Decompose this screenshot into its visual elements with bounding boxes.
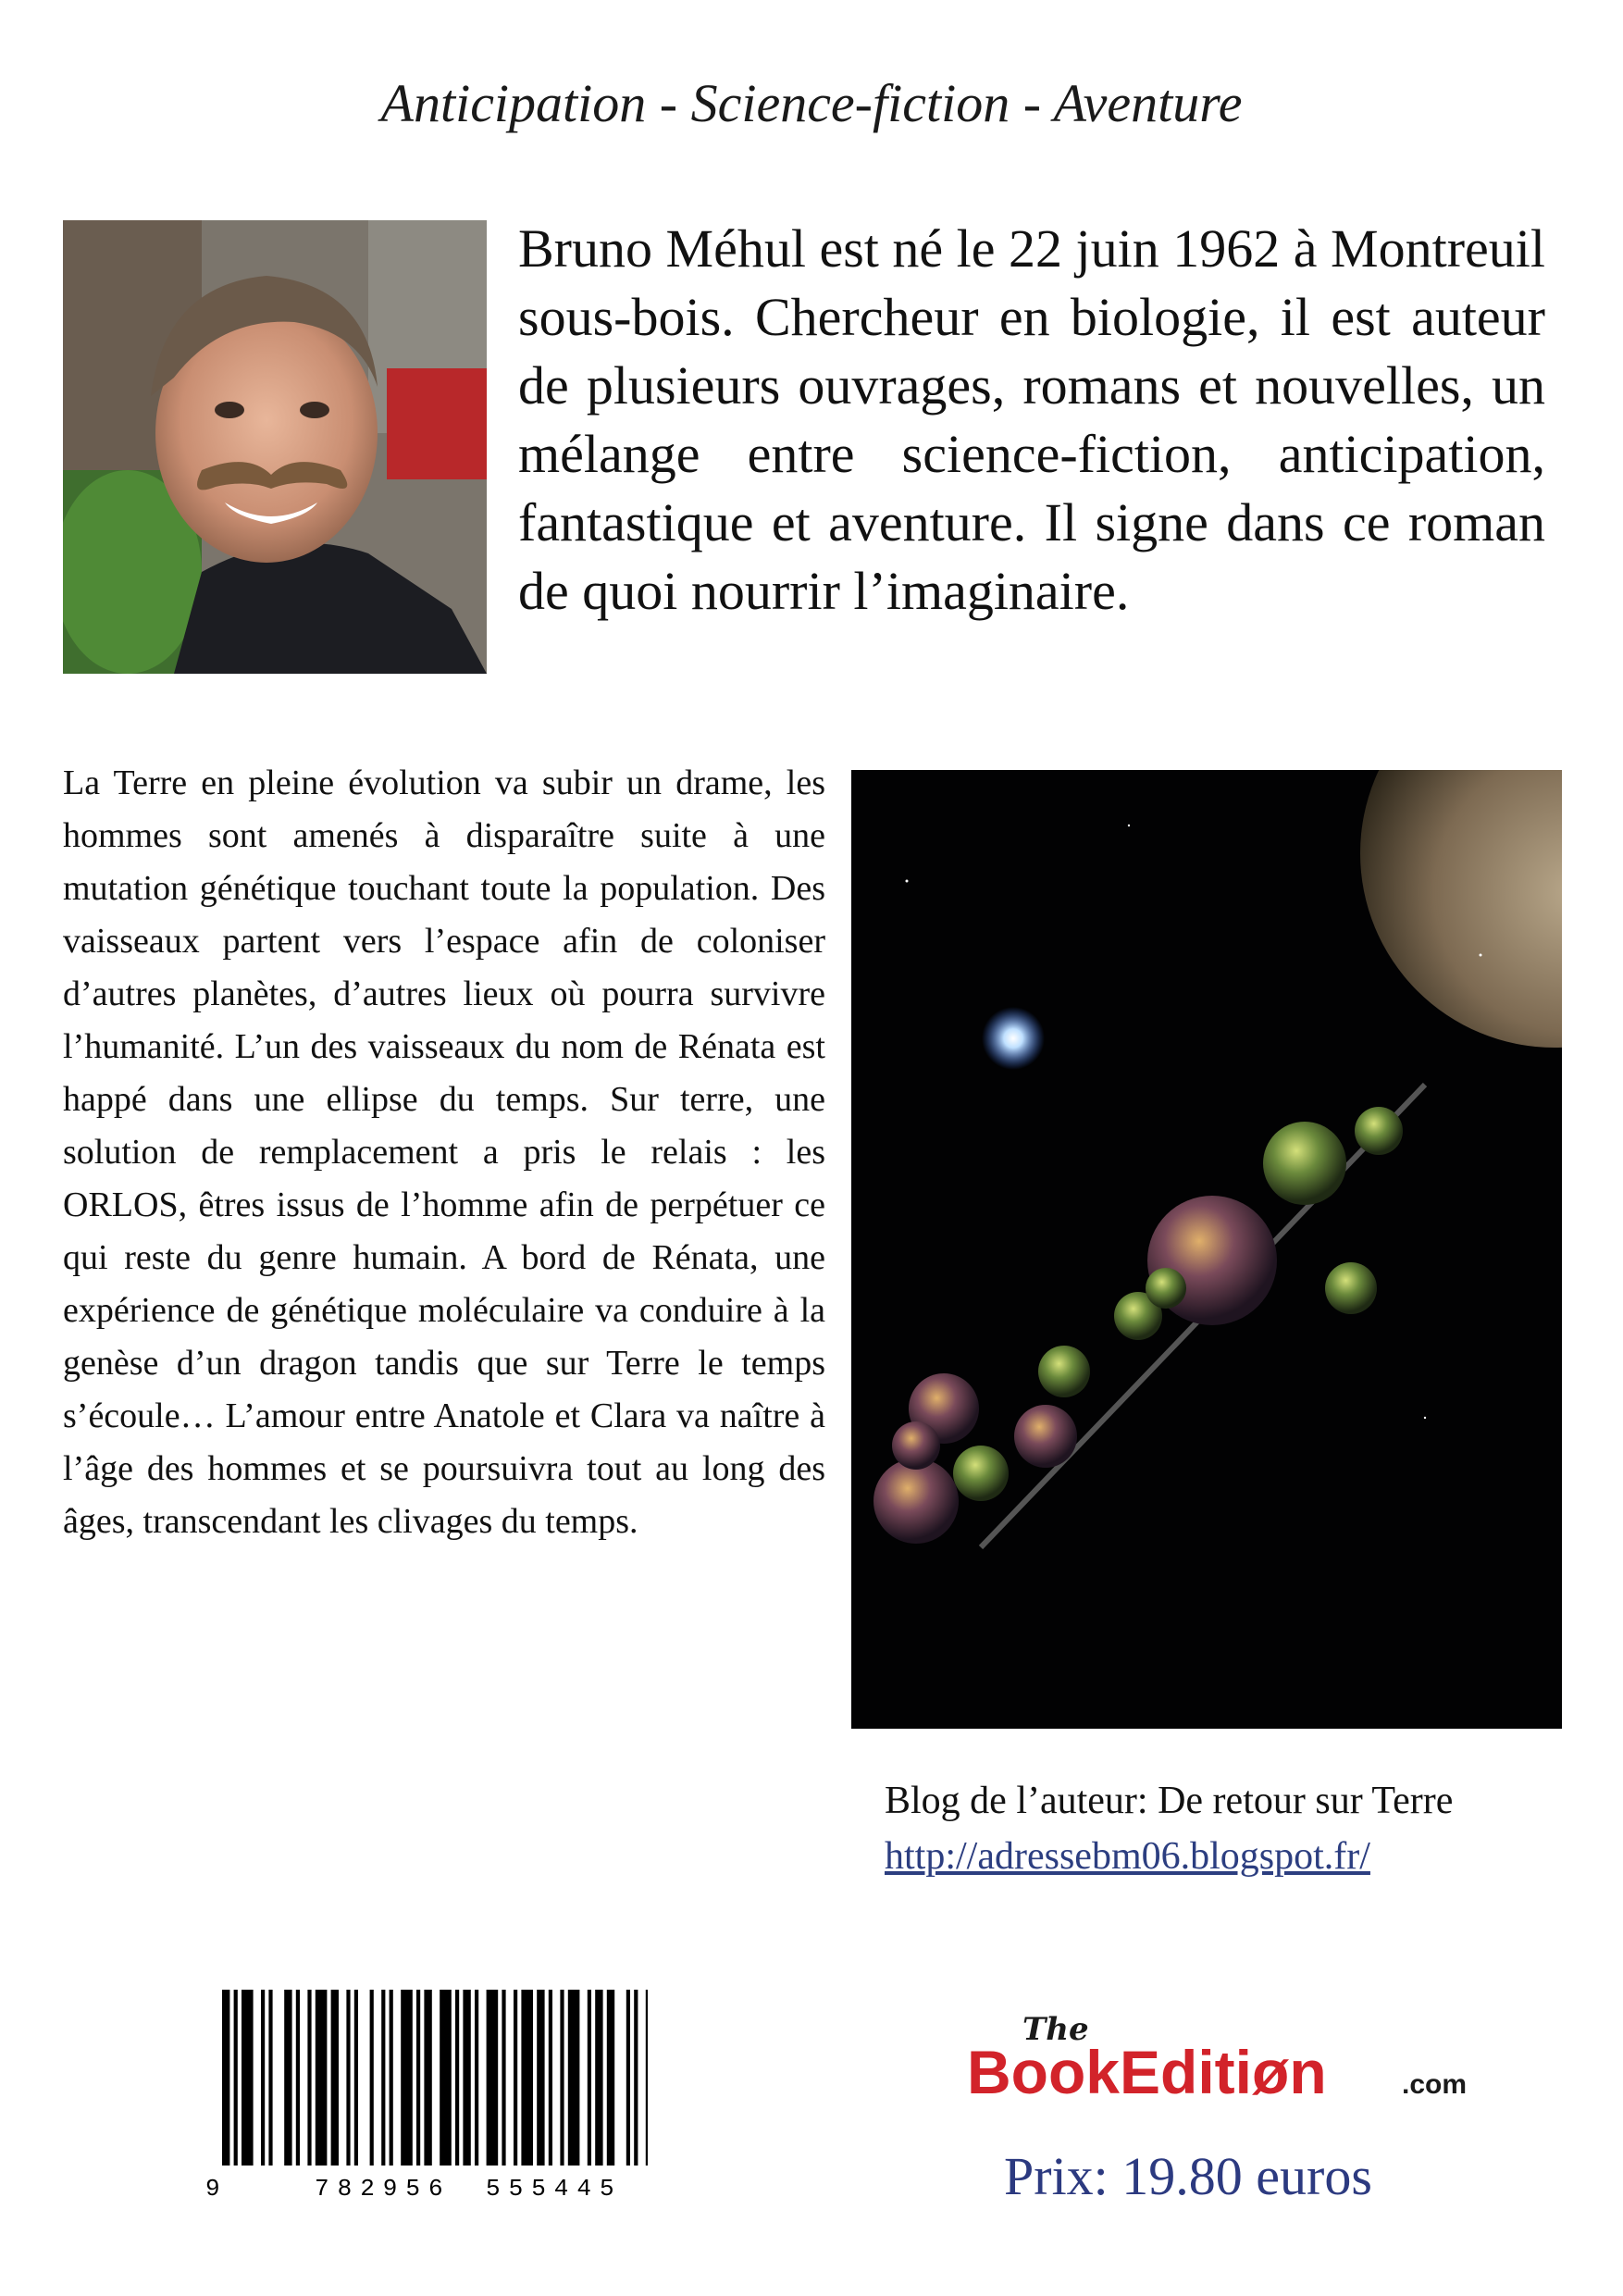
- publisher-logo: [967, 2008, 1485, 2110]
- barcode-bar: [487, 1990, 499, 2166]
- barcode-bar: [381, 1990, 385, 2166]
- barcode-bar: [588, 1990, 591, 2166]
- barcode-bar: [346, 1990, 350, 2166]
- blog-link[interactable]: http://adressebm06.blogspot.fr/: [885, 1835, 1370, 1878]
- barcode-bar: [370, 1990, 374, 2166]
- barcode-digits: 9: [205, 2175, 229, 2203]
- barcode-bar: [316, 1990, 328, 2166]
- barcode-bar: [607, 1990, 614, 2166]
- barcode-bar: [401, 1990, 413, 2166]
- barcode-bar: [455, 1990, 459, 2166]
- barcode-bar: [331, 1990, 339, 2166]
- barcode-bar: [222, 1990, 229, 2166]
- author-photo: [63, 220, 487, 674]
- barcode-bar: [424, 1990, 431, 2166]
- author-bio: Bruno Méhul est né le 22 juin 1962 à Montreuil sous-bois. Chercheur en biologie, il est auteur de plusieurs ouvrages, romans et nouvelles, un mélange entre science-fiction, anticipation, fantastique et aventure. Il signe dans ce roman de quoi nourrir l’imaginaire.: [518, 218, 1545, 621]
- barcode-bar: [646, 1990, 648, 2166]
- barcode-bar: [268, 1990, 272, 2166]
- isbn-barcode: [185, 1990, 648, 2203]
- barcode-bar: [463, 1990, 470, 2166]
- barcode-bar: [549, 1990, 552, 2166]
- barcode-graphic: [185, 1990, 648, 2203]
- barcode-bar: [354, 1990, 358, 2166]
- barcode-bar: [296, 1990, 300, 2166]
- price-label: Prix: 19.80 euros: [1004, 2146, 1372, 2206]
- logo-suffix: .com: [1402, 2069, 1468, 2100]
- blog-label: Blog de l’auteur: De retour sur Terre: [885, 1780, 1454, 1822]
- bookedition-logo: [967, 2008, 1485, 2110]
- cover-illustration: [851, 770, 1562, 1729]
- genre-heading: Anticipation - Science-fiction - Aventure: [380, 73, 1243, 133]
- barcode-bar: [595, 1990, 602, 2166]
- author-portrait: [63, 220, 487, 674]
- barcode-digits: 782956: [315, 2175, 452, 2203]
- barcode-bar: [307, 1990, 311, 2166]
- barcode-bar: [560, 1990, 564, 2166]
- barcode-bar: [416, 1990, 420, 2166]
- barcode-bar: [521, 1990, 533, 2166]
- barcode-bar: [475, 1990, 478, 2166]
- barcode-bar: [440, 1990, 452, 2166]
- barcode-bar: [568, 1990, 580, 2166]
- spaceship-artwork: [851, 770, 1562, 1729]
- barcode-bar: [514, 1990, 517, 2166]
- barcode-bar: [537, 1990, 544, 2166]
- barcode-bar: [242, 1990, 254, 2166]
- blog-section: [885, 1773, 1453, 1884]
- book-summary: La Terre en pleine évolution va subir un drame, les hommes sont amenés à disparaître suite à une mutation génétique touchant toute la population. Des vaisseaux partent vers l’espace afin de coloniser d’autres planètes, d’autres lieux où pourra survivre l’humanité. L’un des vaisseaux du nom de Rénata est happé dans une ellipse du temps. Sur terre, une solution de remplacement a pris le relais : les ORLOS, êtres issus de l’homme afin de perpétuer ce qui reste du genre humain. A bord de Rénata, une expérience de génétique moléculaire va conduire à la genèse d’un dragon tandis que sur Terre le temps s’écoule… L’amour entre Anatole et Clara va naître à l’âge des hommes et se poursuivra tout au long des âges, transcendant les clivages du temps.: [63, 763, 825, 1541]
- barcode-digits: 555445: [486, 2175, 623, 2203]
- barcode-bar: [261, 1990, 265, 2166]
- barcode-bar: [390, 1990, 393, 2166]
- barcode-bar: [626, 1990, 630, 2166]
- barcode-bar: [634, 1990, 638, 2166]
- barcode-bar: [502, 1990, 505, 2166]
- barcode-bar: [234, 1990, 238, 2166]
- logo-the: The: [1022, 2011, 1089, 2048]
- barcode-bar: [284, 1990, 291, 2166]
- logo-name: BookEditiøn: [967, 2038, 1327, 2106]
